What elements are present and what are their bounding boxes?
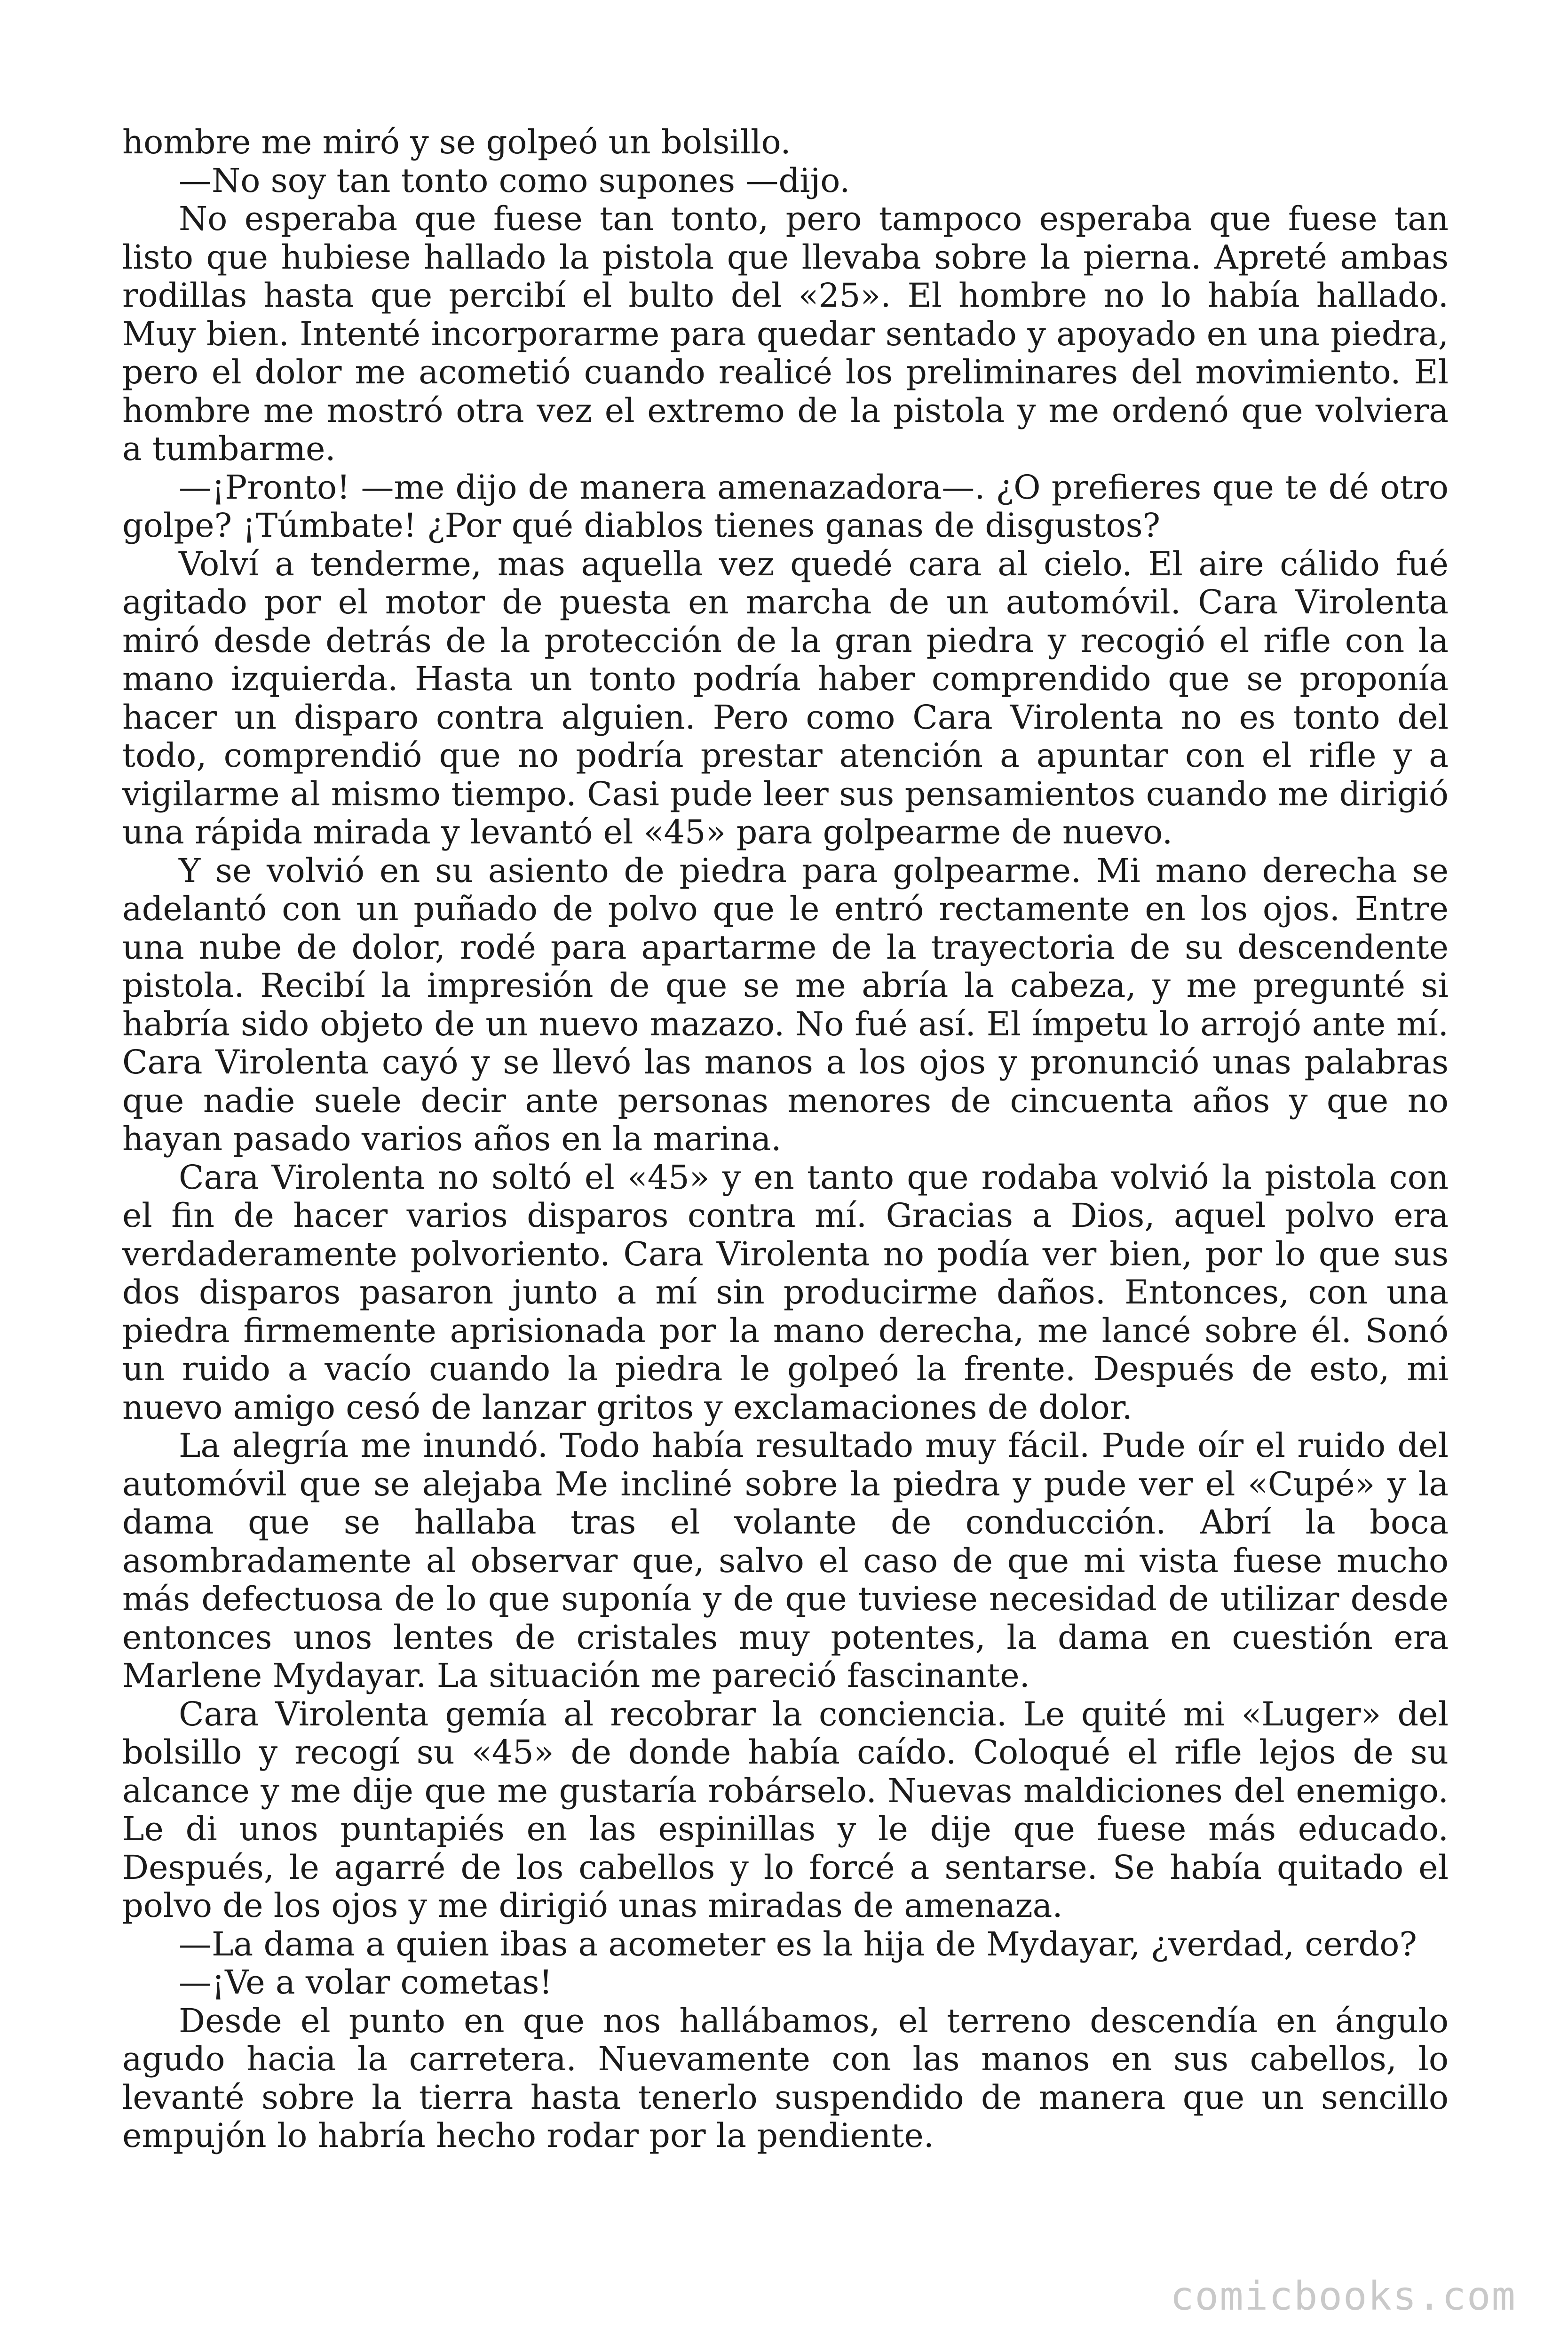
paragraph: Volví a tenderme, mas aquella vez quedé cara al cielo. El aire cálido fué agitado por el motor de puesta en marcha de un automóvil. Cara Virolenta miró desde detrás de la protección de la gran piedra y recogió el rifle con la mano izquierda. Hasta un tonto podría haber comprendido que se proponía hacer un disparo contra alguien. Pero como Cara Virolenta no es tonto del todo, comprendió que no podría prestar atención a apuntar con el rifle y a vigilarme al mismo tiempo. Casi pude leer sus pensamientos cuando me dirigió una rápida mirada y levantó el «45» para golpearme de nuevo. xyxy=(122,544,1449,851)
paragraph: No esperaba que fuese tan tonto, pero tampoco esperaba que fuese tan listo que hubiese hallado la pistola que llevaba sobre la pierna. Apreté ambas rodillas hasta que percibí el bulto del «25». El hombre no lo había hallado. Muy bien. Intenté incorporarme para quedar sentado y apoyado en una piedra, pero el dolor me acometió cuando realicé los preliminares del movimiento. El hombre me mostró otra vez el extremo de la pistola y me ordenó que volviera a tumbarme. xyxy=(122,199,1449,468)
paragraph: Y se volvió en su asiento de piedra para golpearme. Mi mano derecha se adelantó con un puñado de polvo que le entró rectamente en los ojos. Entre una nube de dolor, rodé para apartarme de la trayectoria de su descendente pistola. Recibí la impresión de que se me abría la cabeza, y me pregunté si habría sido objeto de un nuevo mazazo. No fué así. El ímpetu lo arrojó ante mí. Cara Virolenta cayó y se llevó las manos a los ojos y pronunció unas palabras que nadie suele decir ante personas menores de cincuenta años y que no hayan pasado varios años en la marina. xyxy=(122,851,1449,1158)
paragraph: Desde el punto en que nos hallábamos, el terreno descendía en ángulo agudo hacia la carretera. Nuevamente con las manos en sus cabellos, lo levanté sobre la tierra hasta tenerlo suspendido de manera que un sencillo empujón lo habría hecho rodar por la pendiente. xyxy=(122,2001,1449,2155)
paragraph: Cara Virolenta no soltó el «45» y en tanto que rodaba volvió la pistola con el fin de hacer varios disparos contra mí. Gracias a Dios, aquel polvo era verdaderamente polvoriento. Cara Virolenta no podía ver bien, por lo que sus dos disparos pasaron junto a mí sin producirme daños. Entonces, con una piedra firmemente aprisionada por la mano derecha, me lancé sobre él. Sonó un ruido a vacío cuando la piedra le golpeó la frente. Después de esto, mi nuevo amigo cesó de lanzar gritos y exclamaciones de dolor. xyxy=(122,1158,1449,1427)
paragraph: —No soy tan tonto como supones —dijo. xyxy=(179,161,850,200)
paragraph: Cara Virolenta gemía al recobrar la conciencia. Le quité mi «Luger» del bolsillo y recogí su «45» de donde había caído. Coloqué el rifle lejos de su alcance y me dije que me gustaría robárselo. Nuevas maldiciones del enemigo. Le di unos puntapiés en las espinillas y le dije que fuese más educado. Después, le agarré de los cabellos y lo forcé a sentarse. Se había quitado el polvo de los ojos y me dirigió unas miradas de amenaza. xyxy=(122,1694,1449,1925)
page-text xyxy=(122,123,1449,2155)
paragraph: La alegría me inundó. Todo había resultado muy fácil. Pude oír el ruido del automóvil que se alejaba Me incliné sobre la piedra y pude ver el «Cupé» y la dama que se hallaba tras el volante de conducción. Abrí la boca asombradamente al observar que, salvo el caso de que mi vista fuese mucho más defectuosa de lo que suponía y de que tuviese necesidad de utilizar desde entonces unos lentes de cristales muy potentes, la dama en cuestión era Marlene Mydayar. La situación me pareció fascinante. xyxy=(122,1426,1449,1695)
watermark: comicbooks.com xyxy=(1170,2273,1516,2319)
paragraph: —¡Ve a volar cometas! xyxy=(179,1963,553,2002)
paragraph: hombre me miró y se golpeó un bolsillo. xyxy=(122,123,791,161)
paragraph: —¡Pronto! —me dijo de manera amenazadora—. ¿O prefieres que te dé otro golpe? ¡Túmbate! ¿Por qué diablos tienes ganas de disgustos? xyxy=(122,468,1449,545)
paragraph: —La dama a quien ibas a acometer es la hija de Mydayar, ¿verdad, cerdo? xyxy=(179,1924,1417,1963)
